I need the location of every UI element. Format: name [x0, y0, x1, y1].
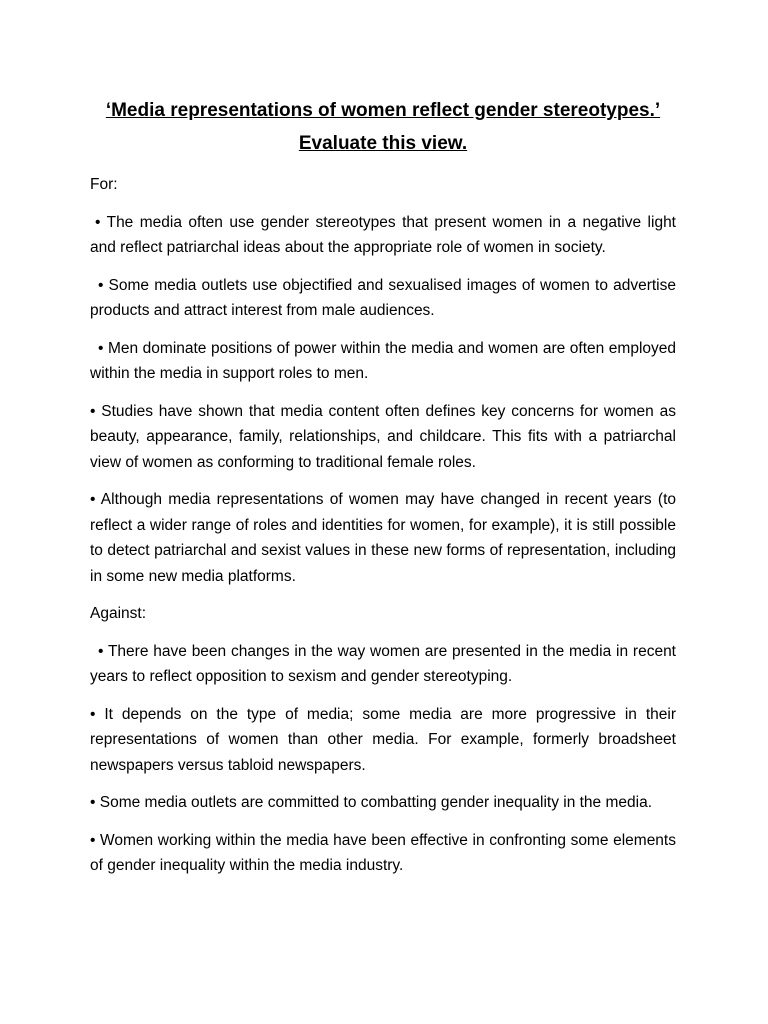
document-body — [90, 94, 676, 891]
for-point-4: • Studies have shown that media content often defines key concerns for women as beauty, appearance, family, relationships, and childcare. This fits with a patriarchal view of women as conforming to traditional female roles. — [90, 402, 676, 471]
title-line-1: ‘Media representations of women reflect gender stereotypes.’ — [105, 100, 661, 121]
against-point-2: • It depends on the type of media; some media are more progressive in their representations of women than other media. For example, formerly broadsheet newspapers versus tabloid newspapers. — [90, 705, 676, 774]
against-point-3: • Some media outlets are committed to combatting gender inequality in the media. — [90, 794, 653, 811]
for-point-5: • Although media representations of women may have changed in recent years (to reflect a wider range of roles and identities for women, for example), it is still possible to detect patriarchal and sexist values in these new forms of representation, including in some new media platforms. — [90, 491, 676, 585]
for-point-1: • The media often use gender stereotypes that present women in a negative light and reflect patriarchal ideas about the appropriate role of women in society. — [90, 213, 676, 256]
document-title — [90, 94, 676, 160]
against-heading: Against: — [90, 605, 147, 622]
against-point-1: • There have been changes in the way women are presented in the media in recent years to reflect opposition to sexism and gender stereotyping. — [90, 642, 676, 685]
for-point-2: • Some media outlets use objectified and sexualised images of women to advertise products and attract interest from male audiences. — [90, 276, 676, 319]
for-point-3: • Men dominate positions of power within the media and women are often employed within the media in support roles to men. — [90, 339, 676, 382]
against-point-4: • Women working within the media have been effective in confronting some elements of gender inequality within the media industry. — [90, 831, 676, 874]
title-line-2: Evaluate this view. — [298, 133, 468, 154]
for-heading: For: — [90, 176, 118, 193]
